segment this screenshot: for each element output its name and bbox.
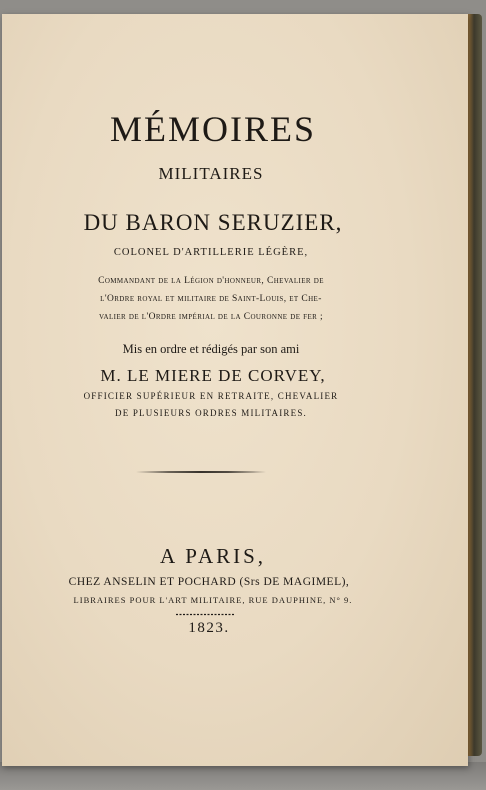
dotted-divider — [176, 613, 234, 616]
editor-title-line: DE PLUSIEURS ORDRES MILITAIRES. — [115, 408, 307, 418]
publication-year: 1823. — [188, 620, 230, 636]
honors-line: l'Ordre royal et militaire de Saint-Louis, et Che- — [100, 294, 322, 304]
ornamental-rule — [136, 470, 266, 474]
table-surface — [0, 762, 486, 790]
book-subtitle: MILITAIRES — [158, 164, 264, 183]
author-name: DU BARON SERUZIER, — [83, 210, 343, 235]
author-rank: COLONEL D'ARTILLERIE LÉGÈRE, — [113, 247, 309, 258]
title-page — [2, 14, 468, 766]
publisher-address: LIBRAIRES POUR L'ART MILITAIRE, RUE DAUPHINE, N° 9. — [73, 595, 353, 605]
honors-line: valier de l'Ordre impérial de la Couronne de fer ; — [98, 312, 324, 322]
editor-note: Mis en ordre et rédigés par son ami — [122, 342, 300, 356]
publisher-name: CHEZ ANSELIN ET POCHARD (Srs DE MAGIMEL), — [68, 576, 350, 588]
honors-line: Commandant de la Légion d'honneur, Chevalier de — [98, 276, 324, 286]
editor-name: M. LE MIERE DE CORVEY, — [100, 366, 326, 385]
book-title: MÉMOIRES — [109, 109, 317, 149]
imprint-place: A PARIS, — [159, 544, 267, 568]
editor-title-line: OFFICIER SUPÉRIEUR EN RETRAITE, CHEVALIER — [83, 391, 339, 401]
